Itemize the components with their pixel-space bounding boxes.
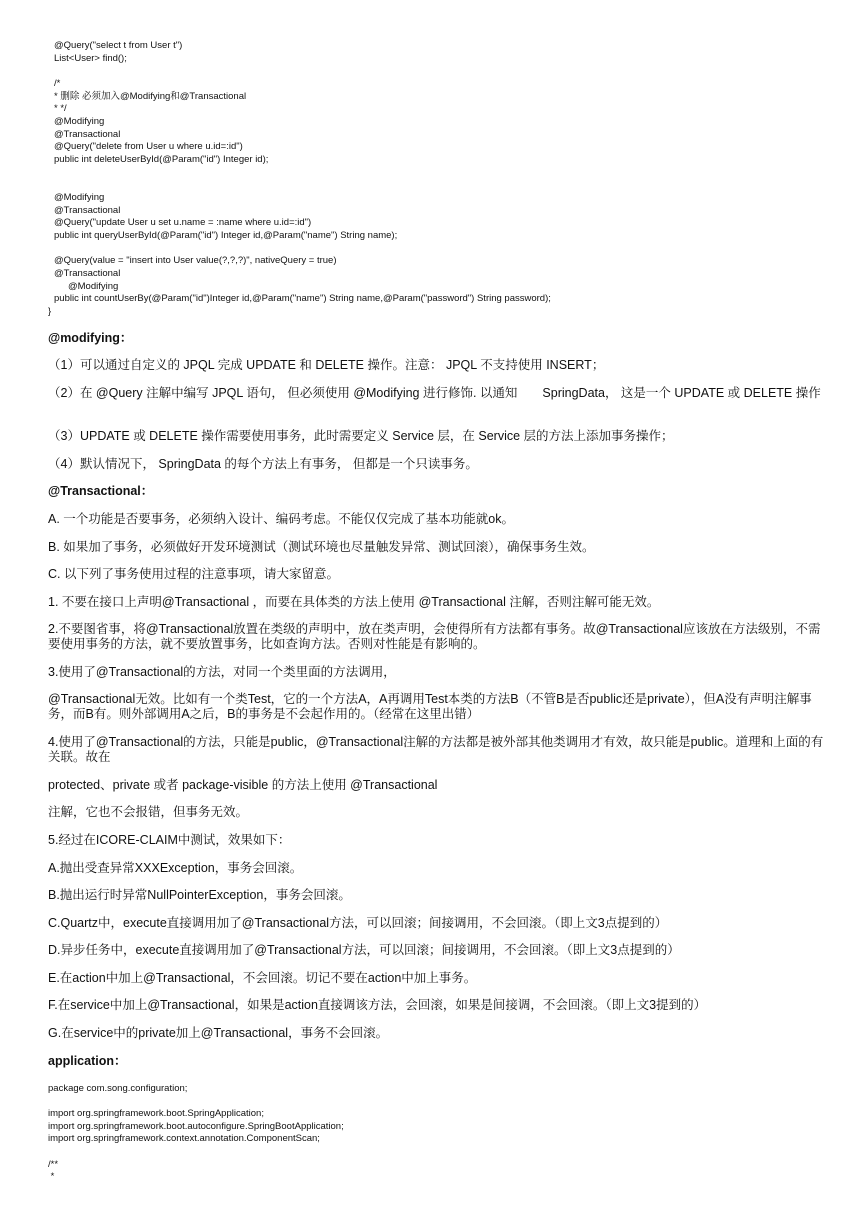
paragraph: （1）可以通过自定义的 JPQL 完成 UPDATE 和 DELETE 操作。注意： JPQL 不支持使用 INSERT； [48, 358, 605, 372]
paragraph: （4）默认情况下， SpringData 的每个方法上有事务， 但都是一个只读事务。 [48, 457, 478, 471]
code-line: * */ [54, 103, 67, 114]
paragraph: 注解，它也不会报错，但事务无效。 [48, 805, 249, 819]
code-line: @Query("delete from User u where u.id=:id") [54, 141, 243, 152]
code-line: @Transactional [54, 205, 121, 216]
code-line: } [48, 306, 52, 317]
section-heading-transactional: @Transactional： [48, 484, 154, 498]
code-line: @Query("select t from User t") [54, 40, 183, 51]
code-line: @Modifying [54, 116, 105, 127]
paragraph: 5.经过在ICORE-CLAIM中测试，效果如下： [48, 833, 291, 847]
paragraph: protected、private 或者 package-visible 的方法上使用 @Transactional [48, 778, 438, 792]
paragraph: G.在service中的private加上@Transactional，事务不会回滚。 [48, 1026, 389, 1040]
paragraph: E.在action中加上@Transactional，不会回滚。切记不要在action中加上事务。 [48, 971, 477, 985]
code-line: public int countUserBy(@Param("id")Integer id,@Param("name") String name,@Param("password") String password); [54, 293, 551, 304]
paragraph: B. 如果加了事务，必须做好开发环境测试（测试环境也尽量触发异常、测试回滚），确保事务生效。 [48, 540, 595, 554]
code-line: * 删除 必须加入@Modifying和@Transactional [54, 91, 247, 102]
code-line: @Transactional [54, 268, 121, 279]
paragraph: 3.使用了@Transactional的方法，对同一个类里面的方法调用， [48, 665, 396, 679]
paragraph: 2.不要图省事，将@Transactional放置在类级的声明中，放在类声明，会使得所有方法都有事务。故@Transactional应该放在方法级别，不需要使用事务的方法，就不要放置事务，比如查询方法。否则对性能是有影响的。 [48, 622, 821, 651]
code-line: import org.springframework.context.annotation.ComponentScan; [48, 1133, 320, 1144]
section-heading-modifying: @modifying： [48, 331, 133, 345]
code-line: @Modifying [54, 192, 105, 203]
code-line: @Modifying [68, 281, 119, 292]
paragraph: C. 以下列了事务使用过程的注意事项，请大家留意。 [48, 567, 339, 581]
code-line: import org.springframework.boot.SpringApplication; [48, 1108, 264, 1119]
paragraph: F.在service中加上@Transactional，如果是action直接调该方法，会回滚，如果是间接调，不会回滚。（即上文3提到的） [48, 998, 707, 1012]
code-line: * [48, 1171, 55, 1182]
code-line: public int queryUserById(@Param("id") Integer id,@Param("name") String name); [54, 230, 398, 241]
paragraph: （3）UPDATE 或 DELETE 操作需要使用事务，此时需要定义 Service 层，在 Service 层的方法上添加事务操作； [48, 429, 674, 443]
paragraph: C.Quartz中，execute直接调用加了@Transactional方法，可以回滚；间接调用，不会回滚。（即上文3点提到的） [48, 916, 668, 930]
code-line: import org.springframework.boot.autoconfigure.SpringBootApplication; [48, 1121, 344, 1132]
paragraph: @Transactional无效。比如有一个类Test，它的一个方法A，A再调用Test本类的方法B（不管B是否public还是private），但A没有声明注解事务，而B有。则外部调用A之后，B的事务是不会起作用的。（经常在这里出错） [48, 692, 812, 721]
section-heading-application: application： [48, 1054, 127, 1068]
code-line: package com.song.configuration; [48, 1083, 188, 1094]
paragraph: A.抛出受查异常XXXException，事务会回滚。 [48, 861, 303, 875]
code-line: /* [54, 78, 61, 89]
code-line: public int deleteUserById(@Param("id") Integer id); [54, 154, 269, 165]
code-line: @Query("update User u set u.name = :name where u.id=:id") [54, 217, 312, 228]
code-line: @Transactional [54, 129, 121, 140]
paragraph: 1. 不要在接口上声明@Transactional ，而要在具体类的方法上使用 @Transactional 注解，否则注解可能无效。 [48, 595, 660, 609]
code-line: /** [48, 1159, 59, 1170]
paragraph: B.抛出运行时异常NullPointerException，事务会回滚。 [48, 888, 351, 902]
paragraph: D.异步任务中，execute直接调用加了@Transactional方法，可以回滚；间接调用，不会回滚。（即上文3点提到的） [48, 943, 680, 957]
code-line: @Query(value = "insert into User value(?,?,?)", nativeQuery = true) [54, 255, 337, 266]
paragraph: 4.使用了@Transactional的方法，只能是public，@Transactional注解的方法都是被外部其他类调用才有效，故只能是public。道理和上面的有关联。故在 [48, 735, 824, 764]
paragraph: A. 一个功能是否要事务，必须纳入设计、编码考虑。不能仅仅完成了基本功能就ok。 [48, 512, 514, 526]
paragraph: （2）在 @Query 注解中编写 JPQL 语句， 但必须使用 @Modifying 进行修饰. 以通知 SpringData， 这是一个 UPDATE 或 DELETE 操作 [48, 386, 821, 400]
code-line: List<User> find(); [54, 53, 127, 64]
